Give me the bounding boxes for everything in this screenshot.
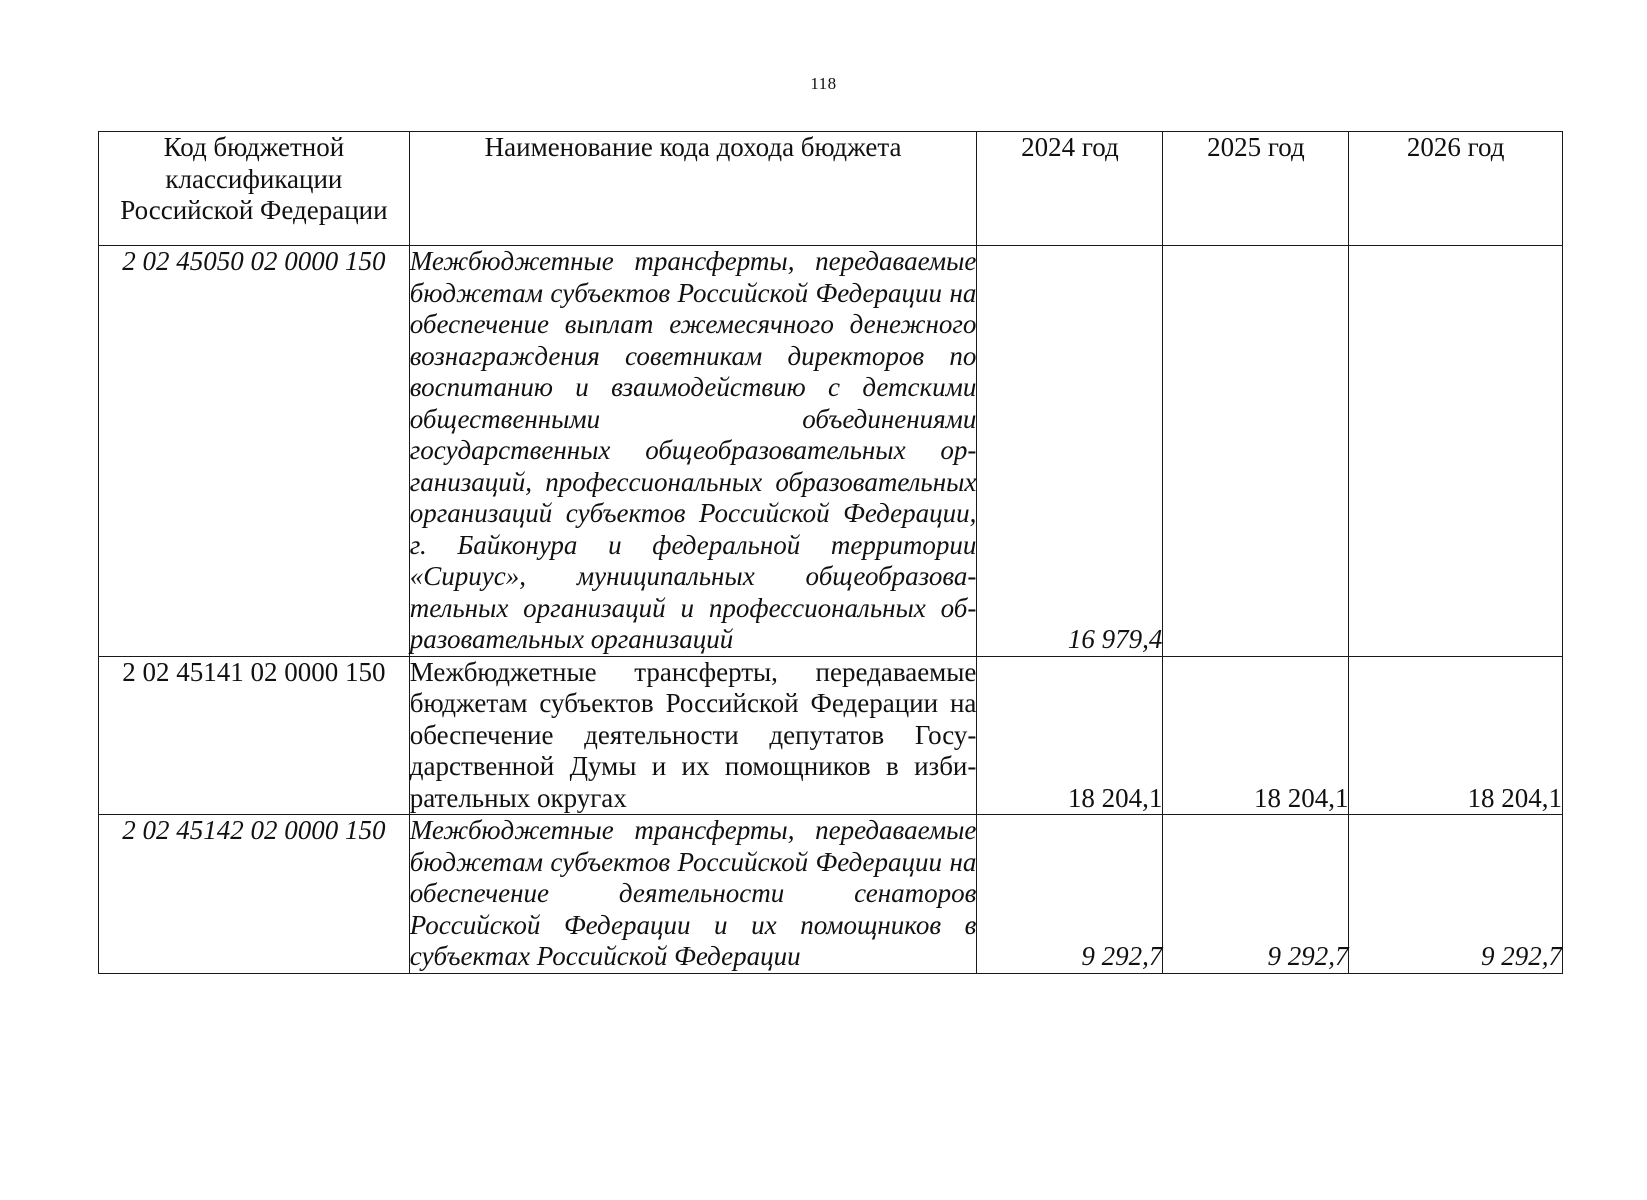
page-number: 118	[810, 74, 837, 93]
table-row	[99, 246, 1563, 657]
budget-code-cell: 2 02 45050 02 0000 150	[99, 246, 410, 657]
amount-2025-cell: 9 292,7	[1163, 815, 1349, 974]
header-year-2026: 2026 год	[1349, 132, 1563, 246]
amount-2026-cell	[1349, 246, 1563, 657]
table-row	[99, 815, 1563, 974]
table-row	[99, 656, 1563, 815]
revenue-name-cell: Межбюджетные трансферты, передаваемые бюджетам субъектов Российской Федерации на обеспечение деятельности сенаторов Российской Федерации и их помощников в субъектах Российской Федерации	[409, 815, 977, 971]
header-year-2025: 2025 год	[1163, 132, 1349, 246]
revenue-name-cell: Межбюджетные трансферты, передаваемые бюджетам субъектов Российской Федерации на обеспечение выплат ежемесячного денежного вознаграждения советникам директоров по воспитанию и взаимодействию с детскими общественными объединениями государственных общеобразовательных организаций, профессиональных образовательных организаций субъектов Российской Федерации, г. Байконура и федеральной территории «Сириус», муниципальных общеобразовательных организаций и профессиональных образовательных организаций	[409, 246, 977, 654]
revenue-name-cell: Межбюджетные трансферты, передаваемые бюджетам субъектов Российской Федерации на обеспечение деятельности депутатов Государственной Думы и их помощников в избирательных округах	[409, 656, 977, 813]
header-revenue-name: Наименование кода дохода бюджета	[409, 132, 977, 246]
header-year-2024: 2024 год	[977, 132, 1163, 246]
amount-2024-cell: 18 204,1	[977, 656, 1163, 815]
amount-2025-cell	[1163, 246, 1349, 657]
header-budget-code: Код бюджетной классификации Российской Федерации	[99, 132, 410, 246]
table-header-row	[99, 132, 1563, 246]
amount-2024-cell: 16 979,4	[977, 246, 1163, 657]
amount-2024-cell: 9 292,7	[977, 815, 1163, 974]
budget-revenue-table	[98, 131, 1563, 974]
amount-2026-cell: 18 204,1	[1349, 656, 1563, 815]
amount-2026-cell: 9 292,7	[1349, 815, 1563, 974]
amount-2025-cell: 18 204,1	[1163, 656, 1349, 815]
budget-code-cell: 2 02 45141 02 0000 150	[99, 656, 410, 815]
budget-code-cell: 2 02 45142 02 0000 150	[99, 815, 410, 974]
